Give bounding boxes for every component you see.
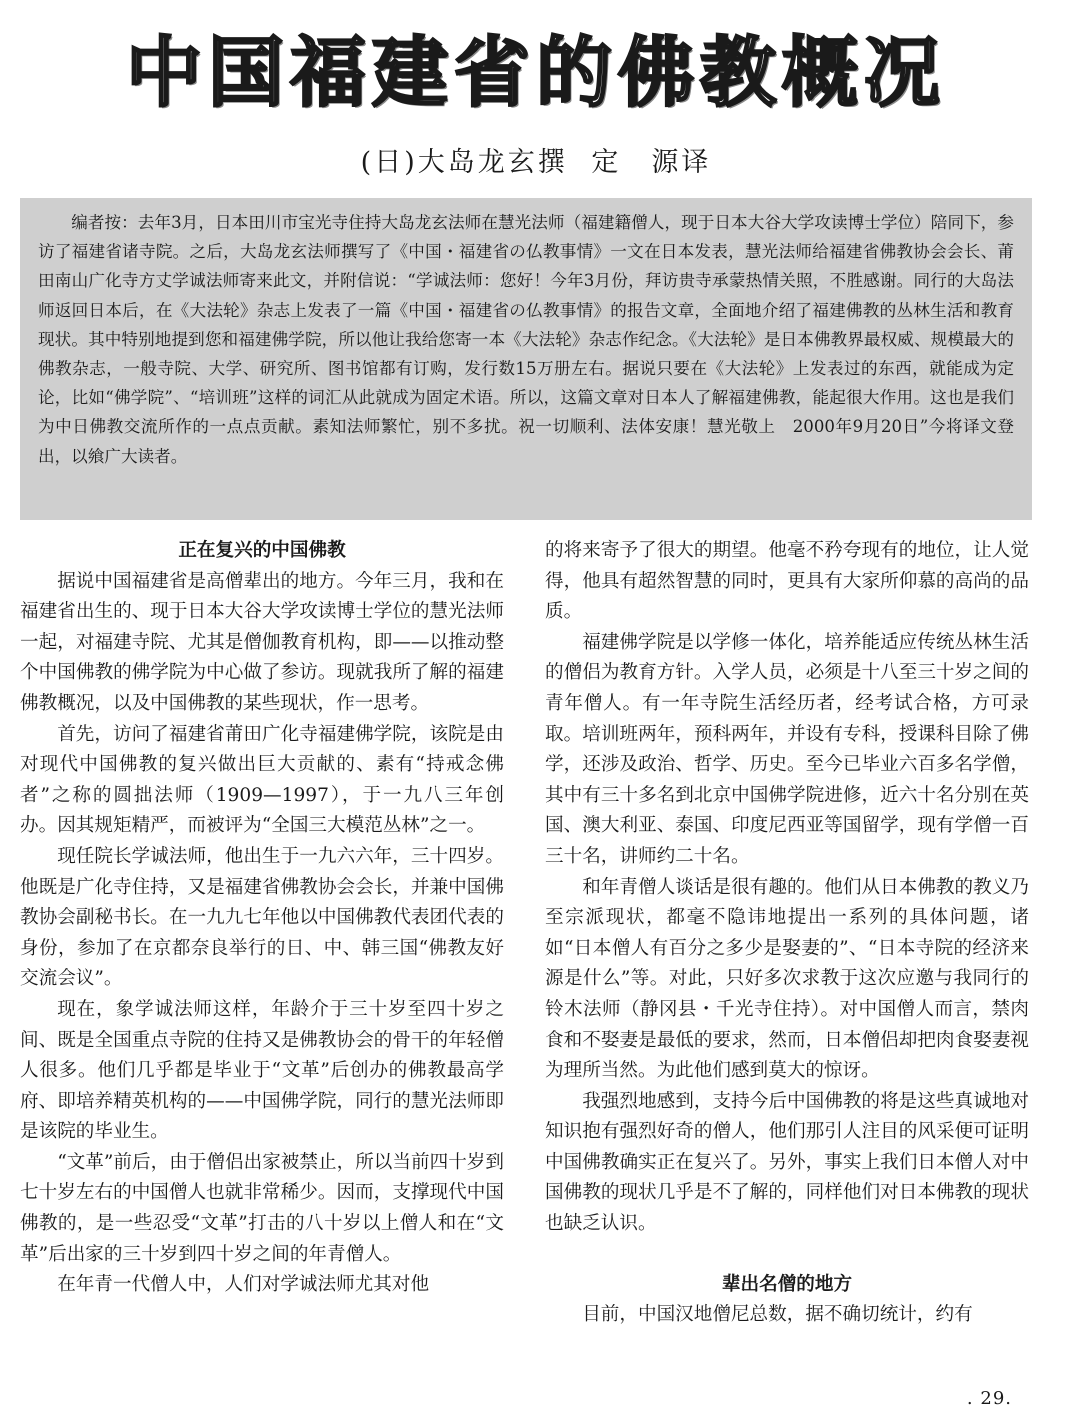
section-heading-revival: 正在复兴的中国佛教 xyxy=(178,540,346,561)
paragraph: 现任院长学诚法师，他出生于一九六六年，三十四岁。他既是广化寺住持，又是福建省佛教协会会长，并兼中国佛教协会副秘书长。在一九九七年他以中国佛教代表团代表的身份，参加了在京都奈良举行的日、中、韩三国“佛教友好交流会议”。 xyxy=(20,845,504,990)
paragraph: 现在，象学诚法师这样，年龄介于三十岁至四十岁之间、既是全国重点寺院的住持又是佛教协会的骨干的年轻僧人很多。他们几乎都是毕业于“文革”后创办的佛教最高学府、即培养精英机构的——中国佛学院，同行的慧光法师即是该院的毕业生。 xyxy=(20,998,504,1143)
byline xyxy=(0,140,1072,179)
paragraph-continuation: 的将来寄予了很大的期望。他毫不矜夸现有的地位，让人觉得，他具有超然智慧的同时，更具有大家所仰慕的高尚的品质。 xyxy=(545,540,1029,623)
section-heading-eminent-monks: 辈出名僧的地方 xyxy=(721,1273,853,1295)
paragraph: 首先，访问了福建省莆田广化寺福建佛学院，该院是由对现代中国佛教的复兴做出巨大贡献的、素有“持戒念佛者”之称的圆拙法师（1909—1997），于一九八三年创办。因其规矩精严，而被评为“全国三大模范丛林”之一。 xyxy=(20,723,504,837)
article-title: 中国福建省的佛教概况 xyxy=(126,28,946,117)
right-column xyxy=(545,536,1029,1331)
paragraph: 和年青僧人谈话是很有趣的。他们从日本佛教的教义乃至宗派现状，都毫不隐讳地提出一系列的具体问题，诸如“日本僧人有百分之多少是娶妻的”、“日本寺院的经济来源是什么”等。对此，只好多次求教于这次应邀与我同行的铃木法师（静冈县・千光寺住持）。对中国僧人而言，禁肉食和不娶妻是最低的要求，然而，日本僧侣却把肉食娶妻视为理所当然。为此他们感到莫大的惊讶。 xyxy=(545,876,1029,1082)
paragraph: 在年青一代僧人中，人们对学诚法师尤其对他 xyxy=(57,1274,430,1296)
byline-author: (日)大岛龙玄撰 xyxy=(360,147,568,178)
paragraph: 目前，中国汉地僧尼总数，据不确切统计，约有 xyxy=(582,1304,973,1326)
editor-note: 编者按：去年3月，日本田川市宝光寺住持大岛龙玄法师在慧光法师（福建籍僧人，现于日本大谷大学攻读博士学位）陪同下，参访了福建省诸寺院。之后，大岛龙玄法师撰写了《中国・福建省の仏教事情》一文在日本发表，慧光法师给福建省佛教协会会长、莆田南山广化寺方丈学诚法师寄来此文，并附信说：“学诚法师：您好！今年3月份，拜访贵寺承蒙热情关照，不胜感谢。同行的大岛法师返回日本后，在《大法轮》杂志上发表了一篇《中国・福建省の仏教事情》的报告文章，全面地介绍了福建佛教的丛林生活和教育现状。其中特别地提到您和福建佛学院，所以他让我给您寄一本《大法轮》杂志作纪念。《大法轮》是日本佛教界最权威、规模最大的佛教杂志，一般寺院、大学、研究所、图书馆都有订购，发行数15万册左右。据说只要在《大法轮》上发表过的东西，就能成为定论，比如“佛学院”、“培训班”这样的词汇从此就成为固定术语。所以，这篇文章对日本人了解福建佛教，能起很大作用。这也是我们为中日佛教交流所作的一点点贡献。素知法师繁忙，别不多扰。祝一切顺利、法体安康！慧光敬上 2000年9月20日”今将译文登出，以飨广大读者。 xyxy=(20,198,1032,520)
paragraph: 福建佛学院是以学修一体化，培养能适应传统丛林生活的僧侣为教育方针。入学人员，必须是十八至三十岁之间的青年僧人。有一年寺院生活经历者，经考试合格，方可录取。培训班两年，预科两年，并设有专科，授课科目除了佛学，还涉及政治、哲学、历史。至今已毕业六百多名学僧，其中有三十多名到北京中国佛学院进修，近六十名分别在英国、澳大利亚、泰国、印度尼西亚等国留学，现有学僧一百三十名，讲师约二十名。 xyxy=(545,631,1029,867)
paragraph: “文革”前后，由于僧侣出家被禁止，所以当前四十岁到七十岁左右的中国僧人也就非常稀少。因而，支撑现代中国佛教的，是一些忍受“文革”打击的八十岁以上僧人和在“文革”后出家的三十岁到四十岁之间的年青僧人。 xyxy=(20,1151,504,1265)
byline-translator: 定 源译 xyxy=(591,147,712,178)
paragraph: 我强烈地感到，支持今后中国佛教的将是这些真诚地对知识抱有强烈好奇的僧人，他们那引人注目的风采便可证明中国佛教确实正在复兴了。另外，事实上我们日本僧人对中国佛教的现状几乎是不了解的，同样他们对日本佛教的现状也缺乏认识。 xyxy=(545,1090,1029,1235)
paragraph: 据说中国福建省是高僧辈出的地方。今年三月，我和在福建省出生的、现于日本大谷大学攻读博士学位的慧光法师一起，对福建寺院、尤其是僧伽教育机构，即——以推动整个中国佛教的佛学院为中心做了参访。现就我所了解的福建佛教概况，以及中国佛教的某些现状，作一思考。 xyxy=(20,570,504,714)
page-number: . 29. xyxy=(966,1388,1012,1409)
left-column xyxy=(20,536,504,1301)
